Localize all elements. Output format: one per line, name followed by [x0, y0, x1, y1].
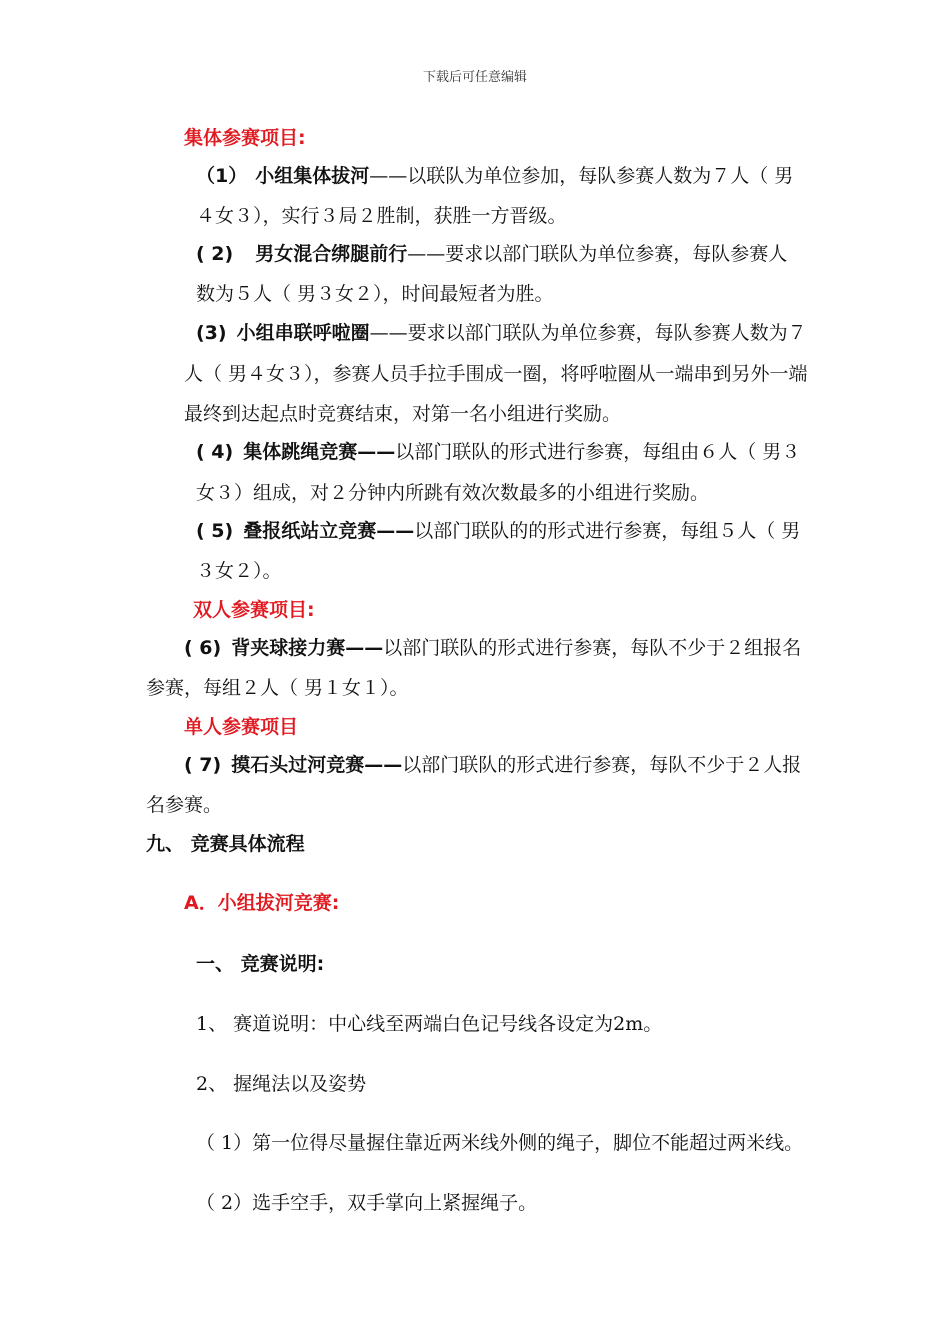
item-4-line-2: 女３）组成，对２分钟内所跳有效次数最多的小组进行奖励。: [196, 482, 710, 504]
item-3-line-3: 最终到达起点时竞赛结束，对第一名小组进行奖励。: [184, 403, 622, 425]
item-4-title: 集体跳绳竞赛——: [243, 441, 396, 463]
item-4-number: ( 4): [196, 441, 234, 463]
item-3-line-1: [196, 321, 807, 345]
paragraph-2: 2、 握绳法以及姿势: [196, 1073, 367, 1095]
item-3-text: ——要求以部门联队为单位参赛，每队参赛人数为７: [369, 322, 807, 344]
page-header: 下载后可任意编辑: [422, 70, 527, 85]
item-2-text: ——要求以部门联队为单位参赛，每队参赛人: [407, 243, 788, 265]
item-2-line-2: 数为５人（ 男３女２），时间最短者为胜。: [196, 283, 554, 305]
item-2-number: ( 2): [196, 243, 234, 265]
item-7-line-1: [184, 753, 801, 777]
item-7-title: 摸石头过河竞赛——: [231, 754, 403, 776]
item-5-line-1: [196, 519, 800, 543]
item-1-text: ——以联队为单位参加，每队参赛人数为７人（ 男: [369, 165, 794, 187]
item-7-text: 以部门联队的形式进行参赛，每队不少于２人报: [402, 754, 802, 776]
item-6-number: ( 6): [184, 637, 222, 659]
item-5-line-2: ３女２）。: [196, 560, 282, 582]
paragraph-1: 1、 赛道说明：中心线至两端白色记号线各设定为2m。: [196, 1013, 663, 1035]
item-2-title: 男女混合绑腿前行: [255, 243, 408, 265]
item-1-line-2: ４女３），实行３局２胜制，获胜一方晋级。: [196, 205, 567, 227]
item-1-title: 小组集体拔河: [255, 165, 370, 187]
item-4-text: 以部门联队的形式进行参赛，每组由６人（ 男３: [395, 441, 801, 463]
item-6-line-1: [184, 636, 801, 660]
section-heading-pair: 双人参赛项目:: [193, 599, 315, 621]
item-1-line-1: [196, 164, 793, 188]
item-3-line-2: 人（ 男４女３），参赛人员手拉手围成一圈，将呼啦圈从一端串到另外一端: [184, 363, 808, 385]
item-6-line-2: 参赛，每组２人（ 男１女１）。: [146, 677, 409, 699]
item-6-title: 背夹球接力赛——: [231, 637, 384, 659]
paragraph-4: （ 2）选手空手，双手掌向上紧握绳子。: [196, 1192, 538, 1214]
heading-one: 一、 竞赛说明:: [196, 953, 325, 975]
heading-a: A．小组拔河竞赛:: [184, 892, 340, 914]
item-5-number: ( 5): [196, 520, 234, 542]
item-1-number: （1）: [196, 165, 248, 187]
section-heading-single: 单人参赛项目: [184, 716, 299, 738]
item-7-number: ( 7): [184, 754, 222, 776]
item-5-title: 叠报纸站立竞赛——: [243, 520, 415, 542]
section-heading-group: 集体参赛项目:: [184, 127, 306, 149]
item-7-line-2: 名参赛。: [146, 794, 223, 816]
item-3-title: 小组串联呼啦圈: [236, 322, 370, 344]
heading-nine: 九、 竞赛具体流程: [146, 833, 305, 855]
item-2-line-1: [196, 242, 787, 266]
item-3-number: (3): [196, 322, 227, 344]
paragraph-3: （ 1）第一位得尽量握住靠近两米线外侧的绳子，脚位不能超过两米线。: [196, 1132, 804, 1154]
item-4-line-1: [196, 440, 800, 464]
item-6-text: 以部门联队的形式进行参赛，每队不少于２组报名: [383, 637, 802, 659]
item-5-text: 以部门联队的的形式进行参赛，每组５人（ 男: [414, 520, 801, 542]
